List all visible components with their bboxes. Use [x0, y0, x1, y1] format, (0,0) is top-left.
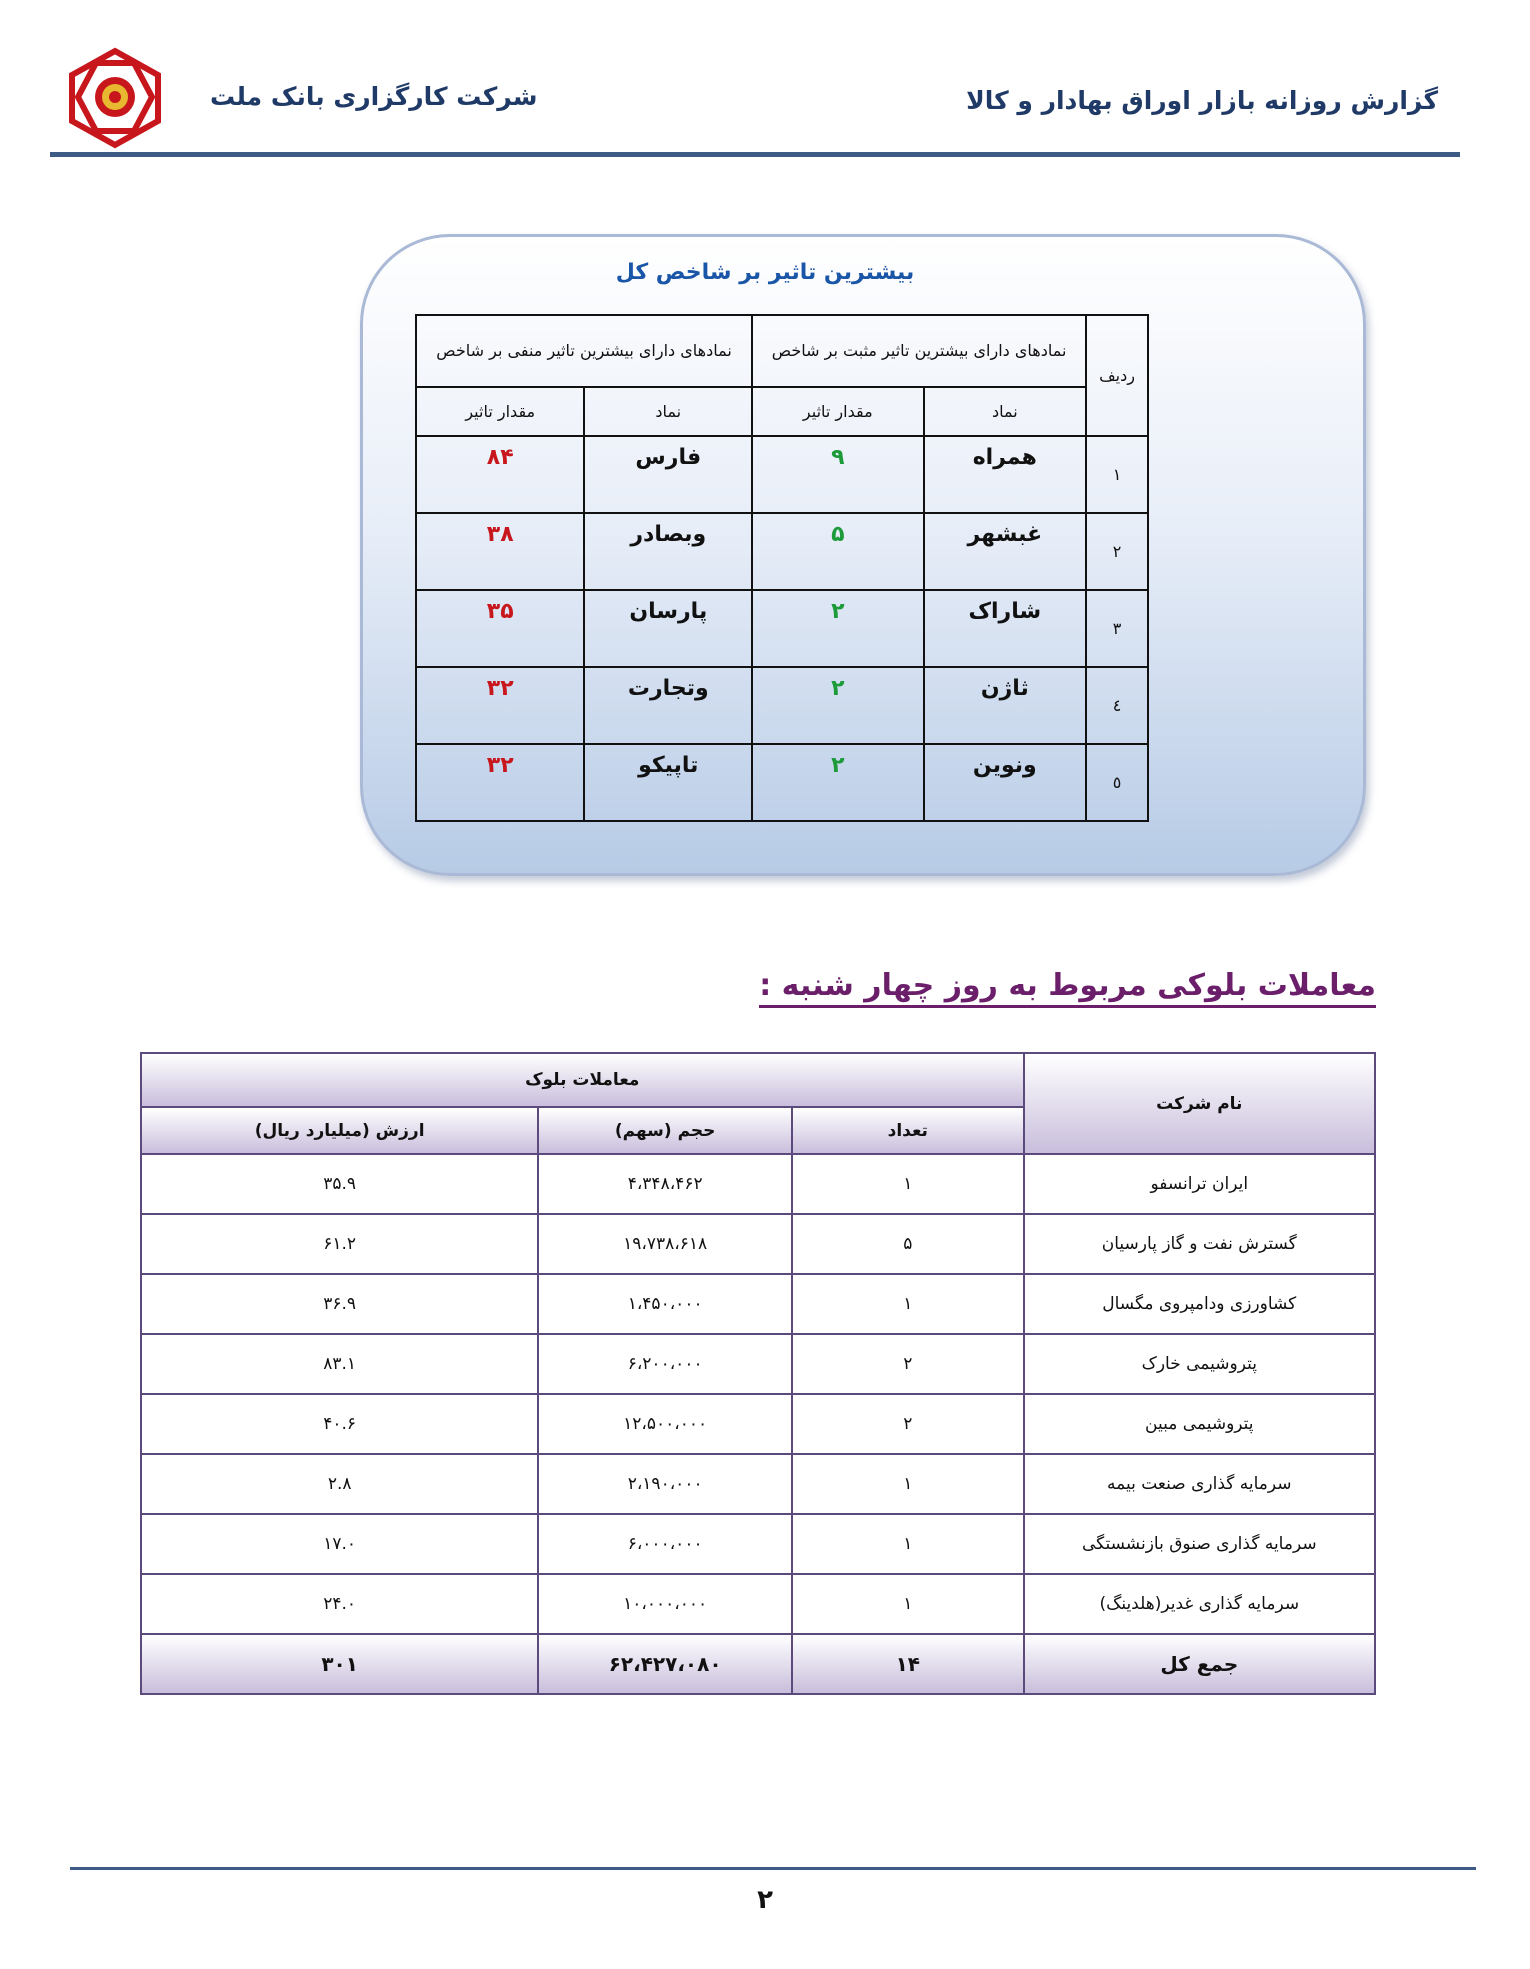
volume-cell: ۱۹،۷۳۸،۶۱۸ [538, 1214, 792, 1274]
table-row [141, 1514, 1375, 1574]
value-cell: ۸۳.۱ [141, 1334, 538, 1394]
col-header-neg-symbol: نماد [584, 387, 752, 436]
volume-cell: ۶،۰۰۰،۰۰۰ [538, 1514, 792, 1574]
pos-value: ۵ [752, 513, 923, 590]
value-cell: ۲۴.۰ [141, 1574, 538, 1634]
pos-symbol: ثاژن [924, 667, 1087, 744]
pos-value: ۲ [752, 590, 923, 667]
index-impact-table [415, 314, 1149, 822]
table-row [416, 513, 1148, 590]
total-label: جمع کل [1024, 1634, 1375, 1694]
table-row [141, 1274, 1375, 1334]
count-cell: ۱ [792, 1454, 1024, 1514]
col-header-pos-amount: مقدار تاثیر [752, 387, 923, 436]
row-index: ٤ [1086, 667, 1148, 744]
neg-symbol: پارسان [584, 590, 752, 667]
volume-cell: ۱،۴۵۰،۰۰۰ [538, 1274, 792, 1334]
count-cell: ۲ [792, 1334, 1024, 1394]
index-impact-title: بیشترین تاثیر بر شاخص کل [615, 260, 915, 285]
pos-symbol: همراه [924, 436, 1087, 513]
value-cell: ۲.۸ [141, 1454, 538, 1514]
company-name-cell: پتروشیمی خارک [1024, 1334, 1375, 1394]
pos-symbol: غبشهر [924, 513, 1087, 590]
pos-value: ۲ [752, 744, 923, 821]
col-header-volume: حجم (سهم) [538, 1107, 792, 1154]
positive-group-header: نمادهای دارای بیشترین تاثیر مثبت بر شاخص [752, 315, 1086, 387]
value-cell: ۱۷.۰ [141, 1514, 538, 1574]
neg-symbol: فارس [584, 436, 752, 513]
company-name: شرکت کارگزاری بانک ملت [210, 82, 538, 111]
value-cell: ۴۰.۶ [141, 1394, 538, 1454]
value-cell: ۳۶.۹ [141, 1274, 538, 1334]
table-row [416, 436, 1148, 513]
col-header-value: ارزش (میلیارد ریال) [141, 1107, 538, 1154]
block-group-header: معاملات بلوک [141, 1053, 1024, 1107]
neg-value: ۳۲ [416, 667, 584, 744]
company-name-cell: سرمایه گذاری صنوق بازنشستگی [1024, 1514, 1375, 1574]
volume-cell: ۲،۱۹۰،۰۰۰ [538, 1454, 792, 1514]
volume-cell: ۱۰،۰۰۰،۰۰۰ [538, 1574, 792, 1634]
bank-mellat-logo-icon [60, 45, 170, 150]
total-volume: ۶۲،۴۲۷،۰۸۰ [538, 1634, 792, 1694]
company-name-cell: پتروشیمی مبین [1024, 1394, 1375, 1454]
neg-symbol: وتجارت [584, 667, 752, 744]
table-row [416, 744, 1148, 821]
total-value: ۳۰۱ [141, 1634, 538, 1694]
pos-symbol: شاراک [924, 590, 1087, 667]
company-name-cell: سرمایه گذاری صنعت بیمه [1024, 1454, 1375, 1514]
neg-value: ۸۴ [416, 436, 584, 513]
count-cell: ۵ [792, 1214, 1024, 1274]
volume-cell: ۴،۳۴۸،۴۶۲ [538, 1154, 792, 1214]
negative-group-header: نمادهای دارای بیشترین تاثیر منفی بر شاخص [416, 315, 752, 387]
table-row [416, 667, 1148, 744]
neg-symbol: تاپیکو [584, 744, 752, 821]
table-row [416, 590, 1148, 667]
row-index: ۱ [1086, 436, 1148, 513]
block-trades-title: معاملات بلوکی مربوط به روز چهار شنبه : [759, 968, 1376, 1008]
page-header [0, 0, 1530, 170]
report-title: گزارش روزانه بازار اوراق بهادار و کالا [966, 86, 1438, 115]
count-cell: ۱ [792, 1154, 1024, 1214]
count-cell: ۱ [792, 1514, 1024, 1574]
company-name-cell: گسترش نفت و گاز پارسیان [1024, 1214, 1375, 1274]
total-count: ۱۴ [792, 1634, 1024, 1694]
company-name-cell: کشاورزی ودامپروی مگسال [1024, 1274, 1375, 1334]
col-header-pos-symbol: نماد [924, 387, 1087, 436]
volume-cell: ۶،۲۰۰،۰۰۰ [538, 1334, 792, 1394]
neg-value: ۳۵ [416, 590, 584, 667]
row-index: ٥ [1086, 744, 1148, 821]
col-header-neg-amount: مقدار تاثیر [416, 387, 584, 436]
col-header-index: ردیف [1086, 315, 1148, 436]
pos-symbol: ونوین [924, 744, 1087, 821]
neg-value: ۳۸ [416, 513, 584, 590]
col-header-company: نام شرکت [1024, 1053, 1375, 1154]
col-header-count: تعداد [792, 1107, 1024, 1154]
count-cell: ۱ [792, 1574, 1024, 1634]
table-row [141, 1574, 1375, 1634]
pos-value: ۹ [752, 436, 923, 513]
neg-symbol: وبصادر [584, 513, 752, 590]
total-row [141, 1634, 1375, 1694]
table-row [141, 1394, 1375, 1454]
table-row [141, 1454, 1375, 1514]
count-cell: ۱ [792, 1274, 1024, 1334]
row-index: ۲ [1086, 513, 1148, 590]
count-cell: ۲ [792, 1394, 1024, 1454]
table-row [141, 1214, 1375, 1274]
value-cell: ۳۵.۹ [141, 1154, 538, 1214]
header-divider [50, 152, 1460, 157]
table-row [141, 1154, 1375, 1214]
footer-divider [70, 1867, 1476, 1870]
table-row [141, 1334, 1375, 1394]
pos-value: ۲ [752, 667, 923, 744]
block-trades-table [140, 1052, 1376, 1695]
volume-cell: ۱۲،۵۰۰،۰۰۰ [538, 1394, 792, 1454]
company-name-cell: ایران ترانسفو [1024, 1154, 1375, 1214]
row-index: ۳ [1086, 590, 1148, 667]
company-name-cell: سرمایه گذاری غدیر(هلدینگ) [1024, 1574, 1375, 1634]
neg-value: ۳۲ [416, 744, 584, 821]
value-cell: ۶۱.۲ [141, 1214, 538, 1274]
page-number: ۲ [757, 1885, 773, 1915]
